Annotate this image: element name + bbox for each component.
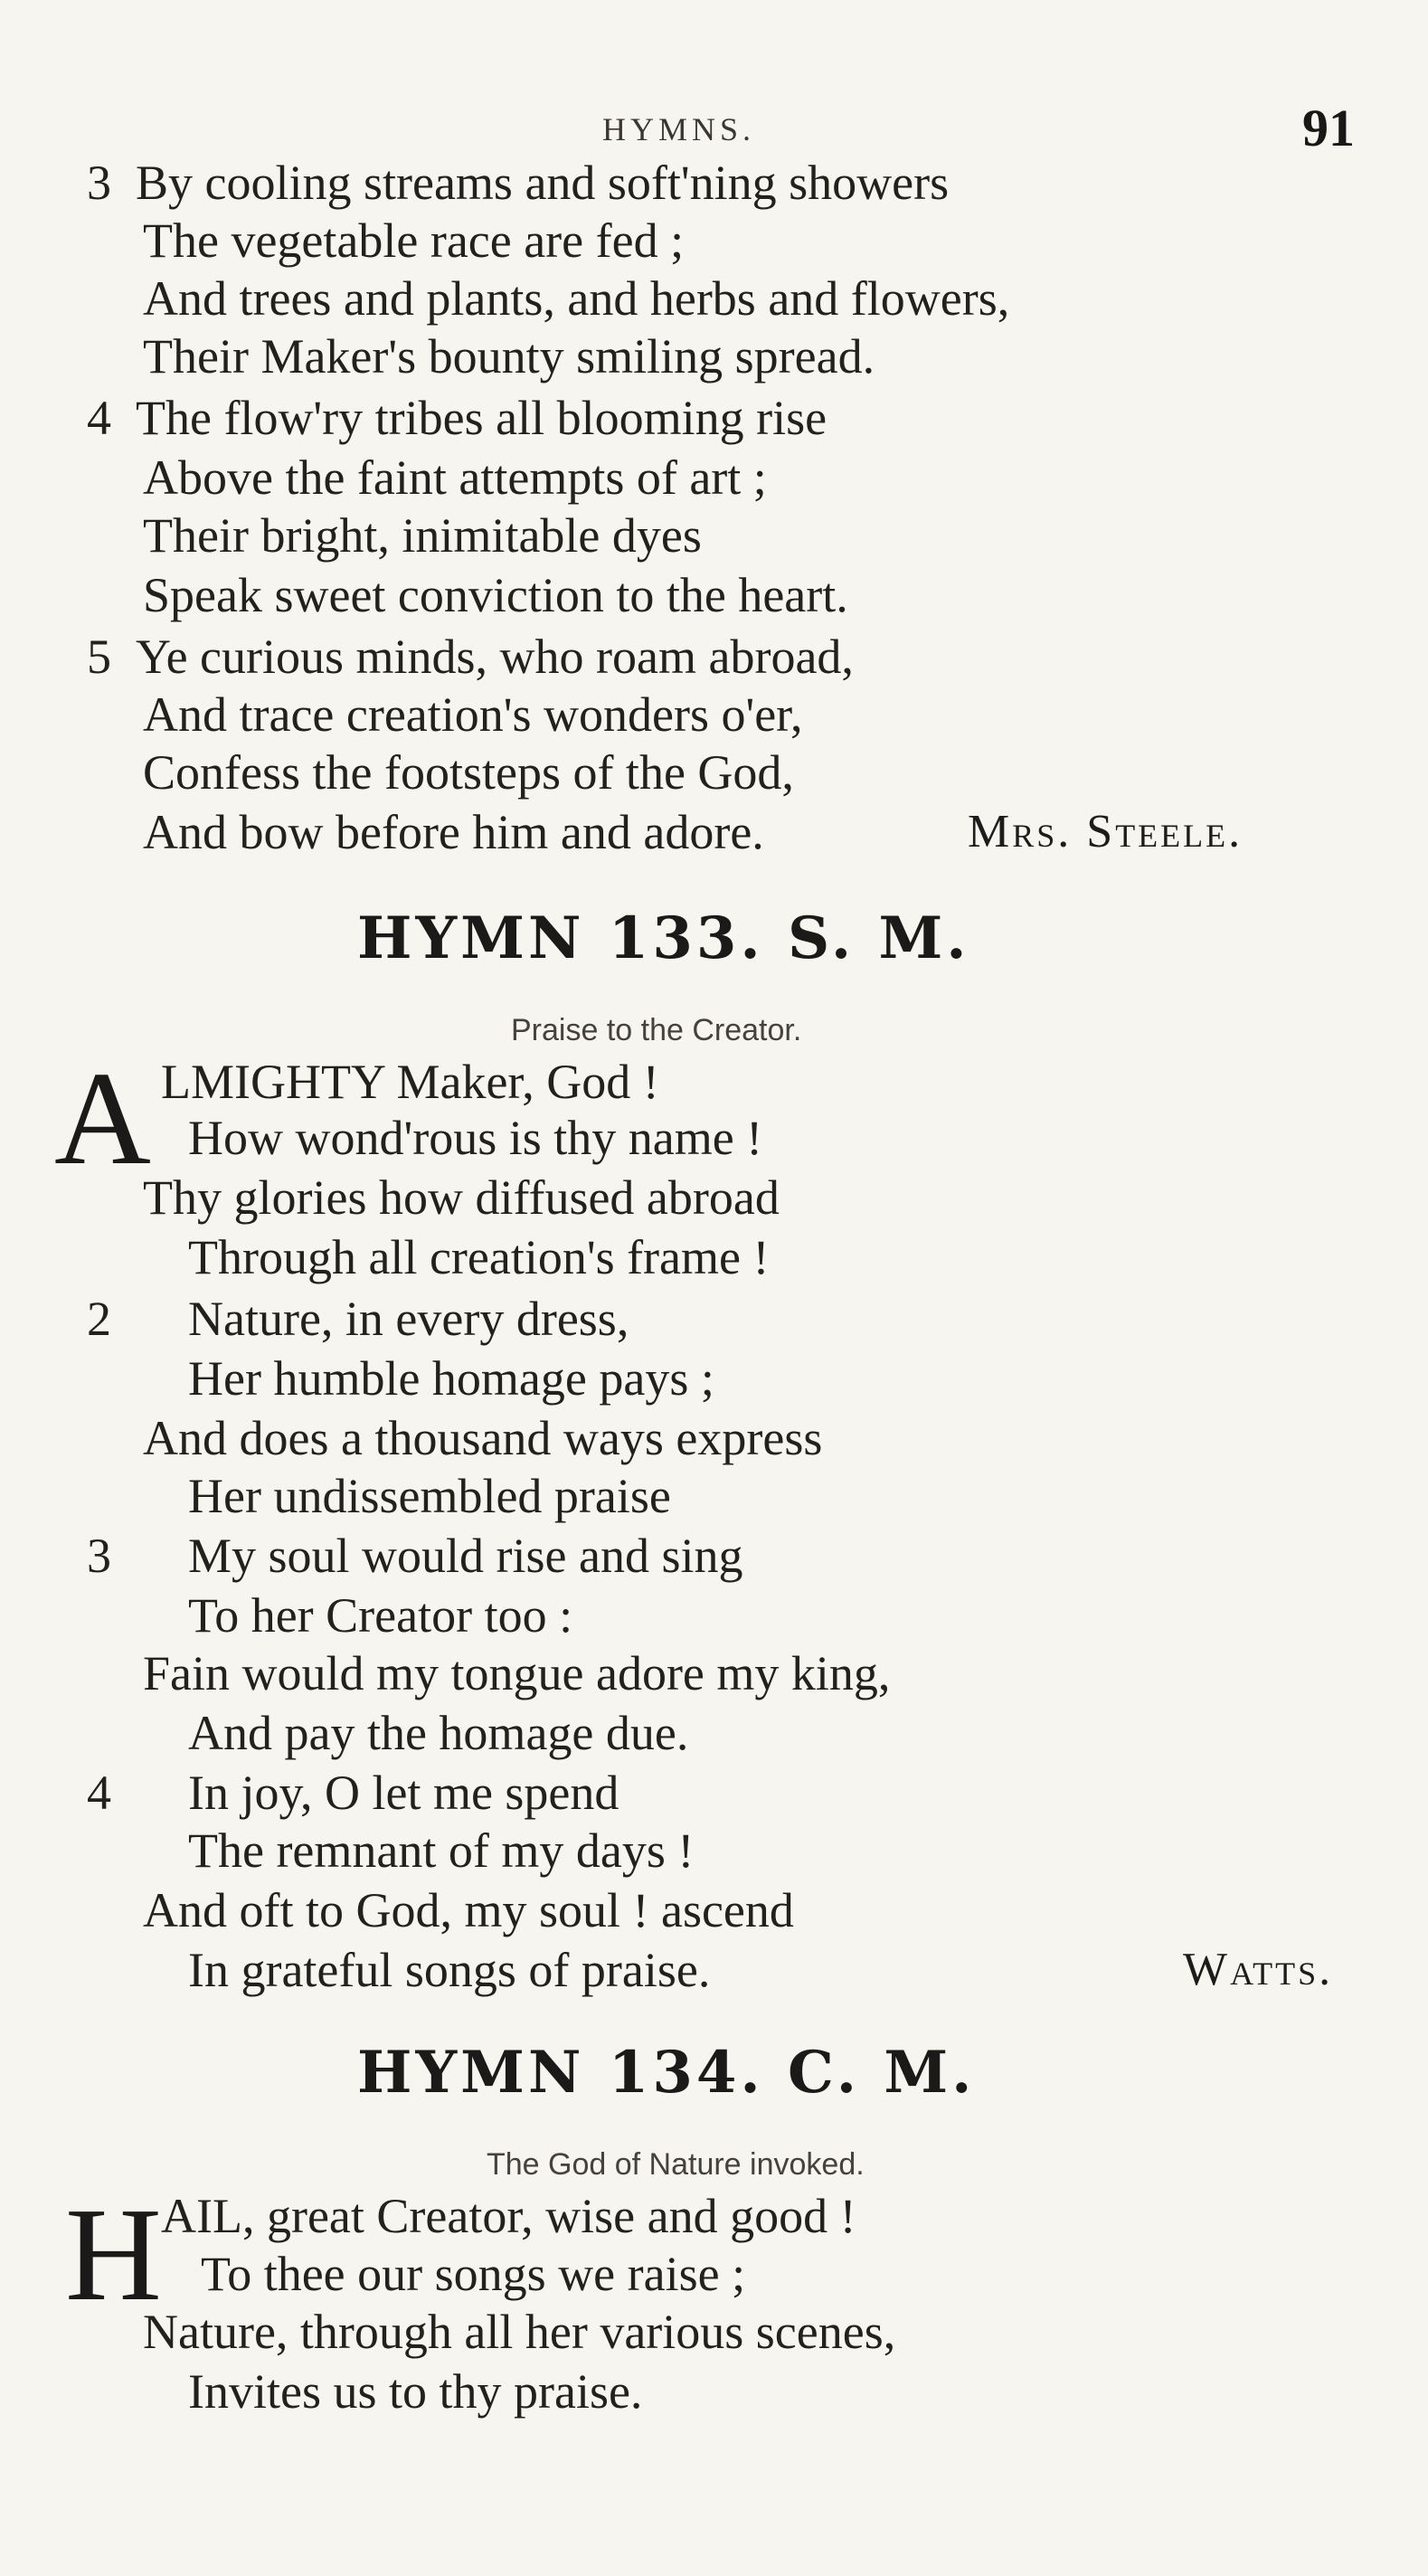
stanza-number: 4 [87, 391, 111, 445]
verse-line: Their bright, inimitable dyes [143, 508, 702, 563]
stanza-number: 3 [87, 156, 111, 210]
verse-line: And oft to God, my soul ! ascend [143, 1883, 794, 1937]
verse-line: Confess the footsteps of the God, [143, 745, 794, 800]
verse-line: To thee our songs we raise ; [201, 2247, 746, 2301]
verse-line: Thy glories how diffused abroad [143, 1170, 780, 1225]
verse-line: And trace creation's wonders o'er, [143, 687, 803, 742]
verse-line: And pay the homage due. [188, 1706, 689, 1760]
verse-line: Through all creation's frame ! [188, 1230, 770, 1284]
hymn-subtitle: The God of Nature invoked. [487, 2147, 865, 2182]
page-number: 91 [1302, 99, 1355, 157]
verse-line: Their Maker's bounty smiling spread. [143, 329, 875, 384]
author-attribution: Mrs. Steele. [968, 806, 1244, 857]
drop-cap: H [65, 2181, 162, 2329]
author-attribution: Watts. [1183, 1944, 1334, 1995]
verse-line: Ye curious minds, who roam abroad, [136, 630, 854, 684]
verse-line: The vegetable race are fed ; [143, 213, 685, 268]
verse-line: Nature, through all her various scenes, [143, 2305, 896, 2359]
drop-cap: A [54, 1045, 151, 1193]
verse-line: In joy, O let me spend [188, 1766, 619, 1820]
verse-line: Nature, in every dress, [188, 1292, 629, 1346]
verse-line: AIL, great Creator, wise and good ! [161, 2189, 856, 2243]
running-title: HYMNS. [602, 111, 756, 147]
verse-line: The flow'ry tribes all blooming rise [136, 391, 827, 445]
running-head [0, 98, 1428, 157]
verse-line: Fain would my tongue adore my king, [143, 1646, 891, 1700]
verse-line: LMIGHTY Maker, God ! [161, 1055, 659, 1109]
verse-line: My soul would rise and sing [188, 1529, 743, 1583]
verse-line: Invites us to thy praise. [188, 2364, 643, 2419]
verse-line: How wond'rous is thy name ! [188, 1111, 763, 1165]
verse-line: The remnant of my days ! [188, 1823, 695, 1878]
verse-line: By cooling streams and soft'ning showers [136, 156, 950, 210]
hymn-subtitle: Praise to the Creator. [511, 1013, 802, 1047]
stanza-number: 2 [87, 1292, 111, 1346]
hymn-title: HYMN 133. S. M. [357, 904, 970, 972]
stanza-number: 5 [87, 630, 111, 684]
verse-line: To her Creator too : [188, 1588, 573, 1643]
verse-line: And does a thousand ways express [143, 1411, 823, 1465]
verse-line: Her undissembled praise [188, 1469, 671, 1523]
verse-line: In grateful songs of praise. [188, 1943, 711, 1997]
verse-line: And trees and plants, and herbs and flowers, [143, 271, 1010, 326]
hymn-title: HYMN 134. C. M. [357, 2039, 976, 2107]
verse-line: And bow before him and adore. [143, 805, 764, 859]
verse-line: Speak sweet conviction to the heart. [143, 568, 848, 622]
stanza-number: 4 [87, 1766, 111, 1820]
verse-line: Above the faint attempts of art ; [143, 450, 767, 505]
stanza-number: 3 [87, 1529, 111, 1583]
verse-line: Her humble homage pays ; [188, 1351, 714, 1406]
